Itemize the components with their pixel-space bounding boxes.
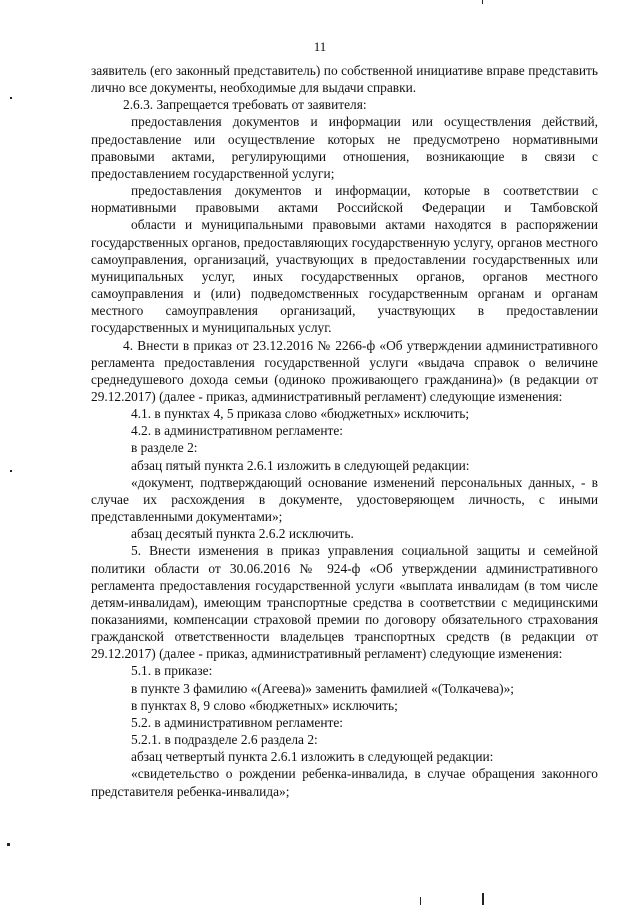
paragraph: 4.2. в административном регламенте: bbox=[131, 423, 344, 439]
paragraph: 2.6.3. Запрещается требовать от заявителя: bbox=[123, 97, 367, 113]
page-number: 11 bbox=[313, 39, 327, 54]
paragraph: «документ, подтверждающий основание изменений персональных данных, - в случае их расхождения в документе, удостоверяющем личность, с иными представленными документами»; bbox=[91, 474, 598, 525]
paragraph: абзац пятый пункта 2.6.1 изложить в следующей редакции: bbox=[131, 457, 470, 473]
scan-mark bbox=[7, 843, 10, 846]
scan-mark bbox=[482, 0, 483, 4]
paragraph: 5.2.1. в подразделе 2.6 раздела 2: bbox=[131, 732, 318, 748]
scan-mark bbox=[482, 893, 484, 905]
paragraph: области и муниципальными правовыми актами находятся в распоряжении государственных органов, предоставляющих государственную услугу, органов местного самоуправления, организаций, участвующих в предоставлении государственных или муниципальных услуг, иных государственных органов, органов местного самоуправления и (или) подведомственных государственным органам и органам местного самоуправления организаций, участвующих в предоставлении государственных и муниципальных услуг. bbox=[91, 217, 598, 336]
paragraph: в разделе 2: bbox=[131, 440, 198, 456]
scan-mark bbox=[10, 97, 12, 99]
paragraph: абзац десятый пункта 2.6.2 исключить. bbox=[131, 526, 354, 542]
paragraph: предоставления документов и информации или осуществления действий, предоставление или осуществление которых не предусмотрено нормативными правовыми актами, регулирующими отношения, возникающие в связи с предоставлением государственной услуги; bbox=[91, 114, 598, 181]
scan-mark bbox=[420, 897, 421, 905]
paragraph: в пункте 3 фамилию «(Агеева)» заменить фамилией «(Толкачева)»; bbox=[131, 680, 515, 696]
paragraph: заявитель (его законный представитель) по собственной инициативе вправе представить лично все документы, необходимые для выдачи справки. bbox=[91, 63, 598, 96]
paragraph: 4. Внести в приказ от 23.12.2016 № 2266-ф «Об утверждении административного регламента предоставления государственной услуги «выдача справок о величине среднедушевого дохода семьи (одиноко проживающего гражданина)» (в редакции от 29.12.2017) (далее - приказ, административный регламент) следующие изменения: bbox=[91, 337, 598, 404]
paragraph: «свидетельство о рождении ребенка-инвалида, в случае обращения законного представителя ребенка-инвалида»; bbox=[91, 766, 598, 799]
paragraph: 5.1. в приказе: bbox=[131, 663, 213, 679]
paragraph: 4.1. в пунктах 4, 5 приказа слово «бюджетных» исключить; bbox=[131, 406, 470, 422]
paragraph: 5.2. в административном регламенте: bbox=[131, 714, 344, 730]
paragraph: в пунктах 8, 9 слово «бюджетных» исключить; bbox=[131, 697, 398, 713]
paragraph: абзац четвертый пункта 2.6.1 изложить в следующей редакции: bbox=[131, 749, 494, 765]
document-body bbox=[91, 62, 598, 800]
paragraph: 5. Внести изменения в приказ управления социальной защиты и семейной политики области от 30.06.2016 № 924-ф «Об утверждении административного регламента предоставления государственной услуги «выплата инвалидам (в том числе детям-инвалидам), имеющим транспортные средства в соответствии с медицинскими показаниями, компенсации страховой премии по договору обязательного страхования гражданской ответственности владельцев транспортных средств (в редакции от 29.12.2017) (далее - приказ, административный регламент) следующие изменения: bbox=[91, 543, 598, 662]
scan-mark bbox=[10, 470, 12, 472]
paragraph: предоставления документов и информации, которые в соответствии с нормативными правовыми актами Российской Федерации и Тамбовской bbox=[91, 183, 598, 216]
